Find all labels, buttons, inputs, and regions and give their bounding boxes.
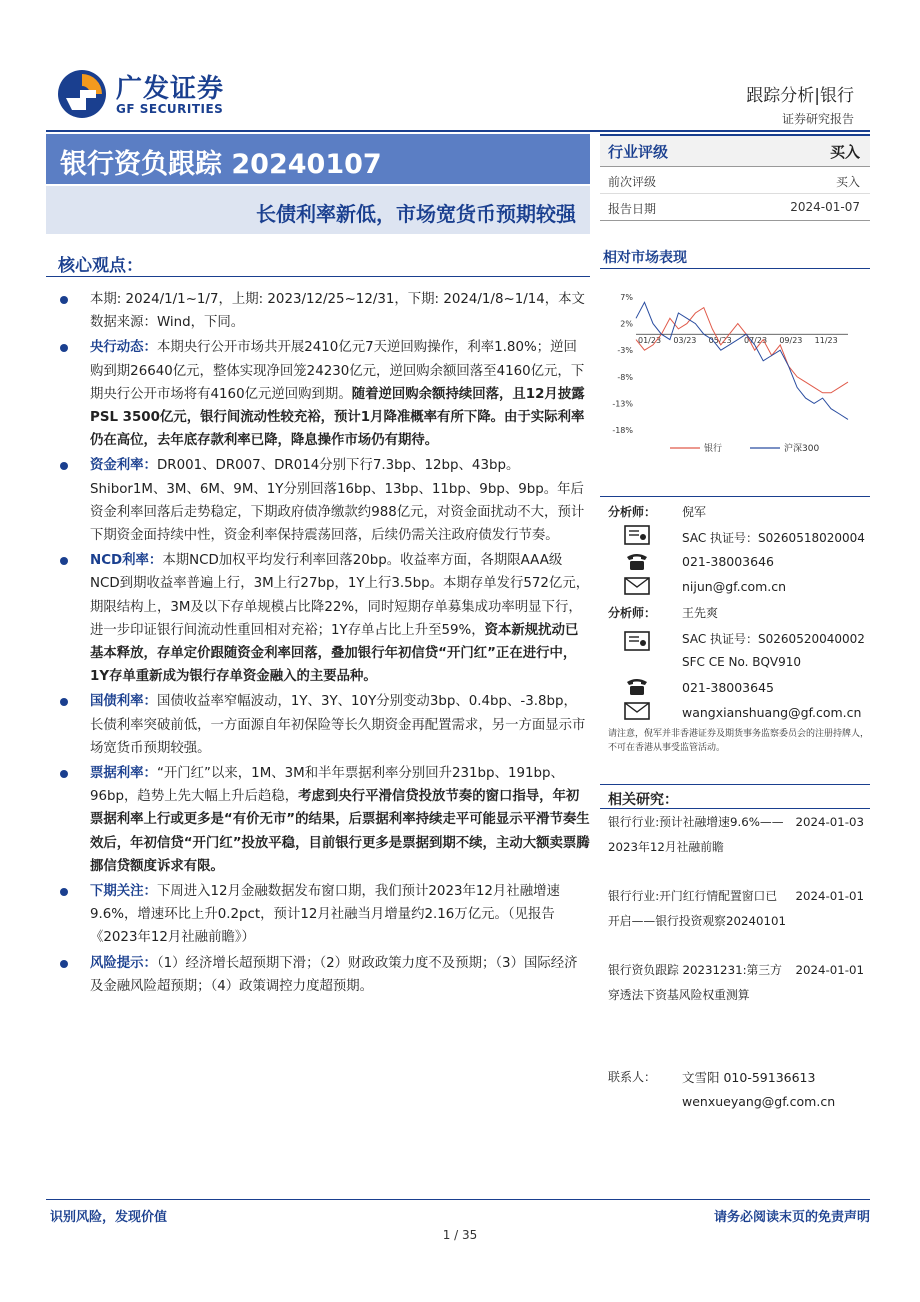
footer-rule <box>46 1199 870 1200</box>
logo-name-en: GF SECURITIES <box>116 102 224 116</box>
page-number: 1 / 35 <box>442 1228 478 1242</box>
bullet-treasury-rate: 国债利率：国债收益率窄幅波动，1Y、3Y、10Y分别变动3bp、0.4bp、-3.8bp，长债利率突破前低，一方面源自年初保险等长久期资金再配置需求，另一方面显示市场宽货币预期较强。 <box>50 690 590 760</box>
bullet-next-focus: 下期关注：下周进入12月金融数据发布窗口期，我们预计2023年12月社融增速9.6%，增速环比上升0.2pct，预计12月社融当月增量约2.16万亿元。（见报告《2023年12月社融前瞻》） <box>50 880 590 950</box>
series-line-沪深300 <box>636 302 848 419</box>
x-tick-label: 01/23 <box>638 336 662 346</box>
y-tick-label: -13% <box>612 399 633 409</box>
series-line-银行 <box>636 308 848 393</box>
report-type: 跟踪分析|银行 <box>746 86 854 106</box>
certificate-icon <box>624 525 650 545</box>
analyst-2-name: 王先爽 <box>682 606 719 620</box>
phone-icon <box>624 551 650 571</box>
legend-label: 银行 <box>704 444 723 454</box>
x-tick-label: 03/23 <box>673 336 697 346</box>
prev-rating-value: 买入 <box>835 175 860 189</box>
related-item-date: 2024-01-01 <box>795 963 864 977</box>
rating-value: 买入 <box>829 143 860 161</box>
bullet-dot-icon <box>60 296 68 304</box>
x-tick-label: 05/23 <box>708 336 732 346</box>
bullet-dot-icon <box>60 557 68 565</box>
analyst-1-phone: 021-38003646 <box>682 554 774 569</box>
analyst-1-role: 分析师： <box>608 505 657 519</box>
related-item-title[interactable]: 银行行业:预计社融增速9.6%——2023年12月社融前瞻 <box>608 815 784 854</box>
bullet-dot-icon <box>60 960 68 968</box>
rating-label: 行业评级 <box>608 143 669 161</box>
bullet-funding-rate: 资金利率：DR001、DR007、DR014分别下行7.3bp、12bp、43bp。Shibor1M、3M、6M、9M、1Y分别回落16bp、13bp、11bp、9bp、9bp。年后资金利率回落后走势稳定，下期政府债净缴款约988亿元，对资金面扰动不大，预计下期资金面持续中性，资金利率保持震荡回落，后续仍需关注政府债发行节奏。 <box>50 454 590 547</box>
analyst-2-email: wangxianshuang@gf.com.cn <box>682 705 862 720</box>
core-view-heading: 核心观点： <box>58 256 143 276</box>
analyst-2-sac: SAC 执证号：S0260520040002 <box>682 632 865 646</box>
market-chart <box>600 285 870 465</box>
analyst-2-phone: 021-38003645 <box>682 680 774 695</box>
legend-label: 沪深300 <box>784 444 820 454</box>
related-item-title[interactable]: 银行资负跟踪 20231231:第三方穿透法下资基风险权重测算 <box>608 963 782 1002</box>
market-chart-heading: 相对市场表现 <box>603 250 687 266</box>
logo-mark-icon <box>56 68 108 120</box>
related-item[interactable] <box>608 810 864 884</box>
analyst-1-name: 倪军 <box>682 505 707 519</box>
title-band <box>46 134 590 184</box>
related-item[interactable] <box>608 958 864 1032</box>
market-chart-rule <box>600 268 870 269</box>
y-tick-label: 2% <box>620 319 633 329</box>
core-view-rule <box>46 276 590 277</box>
analyst-1-email: nijun@gf.com.cn <box>682 579 787 594</box>
analyst-1-sac: SAC 执证号：S0260518020004 <box>682 531 865 545</box>
report-category: 证券研究报告 <box>781 112 854 126</box>
x-tick-label: 07/23 <box>744 336 768 346</box>
mail-icon <box>624 702 650 720</box>
page-subtitle: 长债利率新低，市场宽货币预期较强 <box>256 202 576 226</box>
footer-left: 识别风险，发现价值 <box>50 1210 168 1225</box>
bullet-dot-icon <box>60 462 68 470</box>
bullet-dot-icon <box>60 344 68 352</box>
disclaimer-note: 请注意，倪军并非香港证券及期货事务监察委员会的注册持牌人，不可在香港从事受监管活动。 <box>608 729 870 753</box>
analyst-block <box>608 503 870 718</box>
bullet-dot-icon <box>60 770 68 778</box>
y-tick-label: -3% <box>617 346 633 356</box>
related-item-title[interactable]: 银行行业:开门红行情配置窗口已开启——银行投资观察20240101 <box>608 889 787 928</box>
y-tick-label: 7% <box>620 293 633 302</box>
footer-right[interactable]: 请务必阅读末页的免责声明 <box>713 1210 870 1225</box>
related-item-date: 2024-01-03 <box>795 815 864 829</box>
report-date-label: 报告日期 <box>608 202 657 216</box>
logo-name-cn: 广发证券 <box>116 74 225 104</box>
rating-box <box>600 134 870 221</box>
logo <box>56 66 256 122</box>
contact-email: wenxueyang@gf.com.cn <box>682 1094 836 1109</box>
subtitle-band <box>46 186 590 234</box>
contact-name-phone: 文雪阳 010-59136613 <box>682 1070 816 1085</box>
contact-label: 联系人： <box>608 1070 657 1084</box>
bullet-dot-icon <box>60 698 68 706</box>
certificate-icon <box>624 631 650 651</box>
prev-rating-label: 前次评级 <box>608 175 657 189</box>
x-tick-label: 09/23 <box>779 336 803 346</box>
bullet-ncd-rate: NCD利率：本期NCD加权平均发行利率回落20bp。收益率方面，各期限AAA级NCD到期收益率普遍上行，3M上行27bp，1Y上行3.5bp。本期存单发行572亿元，期限结构上，3M及以下存单规模占比降22%，同时短期存单募集成功率明显下行，进一步印证银行间流动性重回相对充裕；1Y存单占比上升至59%，资本新规扰动已基本释放，存单定价跟随资金利率回落，叠加银行年初信贷“开门红”正在进行中，1Y存单重新成为银行存单资金融入的主要品种。 <box>50 549 590 688</box>
related-item[interactable] <box>608 884 864 958</box>
analyst-2-sfc: SFC CE No. BQV910 <box>682 655 802 669</box>
related-rule-top <box>600 784 870 785</box>
analyst-rule <box>600 496 870 497</box>
y-tick-label: -18% <box>612 426 633 435</box>
core-view-list <box>50 288 590 998</box>
bullet-central-bank: 央行动态：本期央行公开市场共开展2410亿元7天逆回购操作，利率1.80%；逆回购到期26640亿元，整体实现净回笼24230亿元，逆回购余额回落至4160亿元，下期央行公开市场将有4160亿元逆回购到期。随着逆回购余额持续回落，且12月披露PSL 3500亿元，银行间流动性较充裕，预计1月降准概率有所下降。由于实际利率仍在高位，去年底存款利率已降，降息操作市场仍有期待。 <box>50 336 590 452</box>
bullet-period: 本期: 2024/1/1~1/7，上期: 2023/12/25~12/31，下期: 2024/1/8~1/14，本文数据来源：Wind，下同。 <box>50 288 590 334</box>
page-title: 银行资负跟踪 20240107 <box>60 149 382 180</box>
report-date-value: 2024-01-07 <box>790 200 860 214</box>
related-item-date: 2024-01-01 <box>795 889 864 903</box>
bullet-bill-rate: 票据利率：“开门红”以来，1M、3M和半年票据利率分别回升231bp、191bp、96bp，趋势上先大幅上升后趋稳，考虑到央行平滑信贷投放节奏的窗口指导，年初票据利率上行或更多是“有价无市”的结果，后票据利率持续走平可能显示平滑节奏生效后，年初信贷“开门红”投放平稳，目前银行更多是票据到期不续，主动大额卖票腾挪信贷额度诉求有限。 <box>50 762 590 878</box>
header-rule <box>46 130 870 132</box>
analyst-2-role: 分析师： <box>608 606 657 620</box>
related-rule-bottom <box>600 808 870 809</box>
related-heading: 相关研究： <box>608 792 678 808</box>
bullet-risk: 风险提示：（1）经济增长超预期下滑；（2）财政政策力度不及预期；（3）国际经济及金融风险超预期；（4）政策调控力度超预期。 <box>50 952 590 998</box>
x-tick-label: 11/23 <box>814 336 838 346</box>
y-tick-label: -8% <box>617 372 633 382</box>
related-list <box>608 810 864 1032</box>
phone-icon <box>624 676 650 696</box>
bullet-dot-icon <box>60 888 68 896</box>
mail-icon <box>624 577 650 595</box>
